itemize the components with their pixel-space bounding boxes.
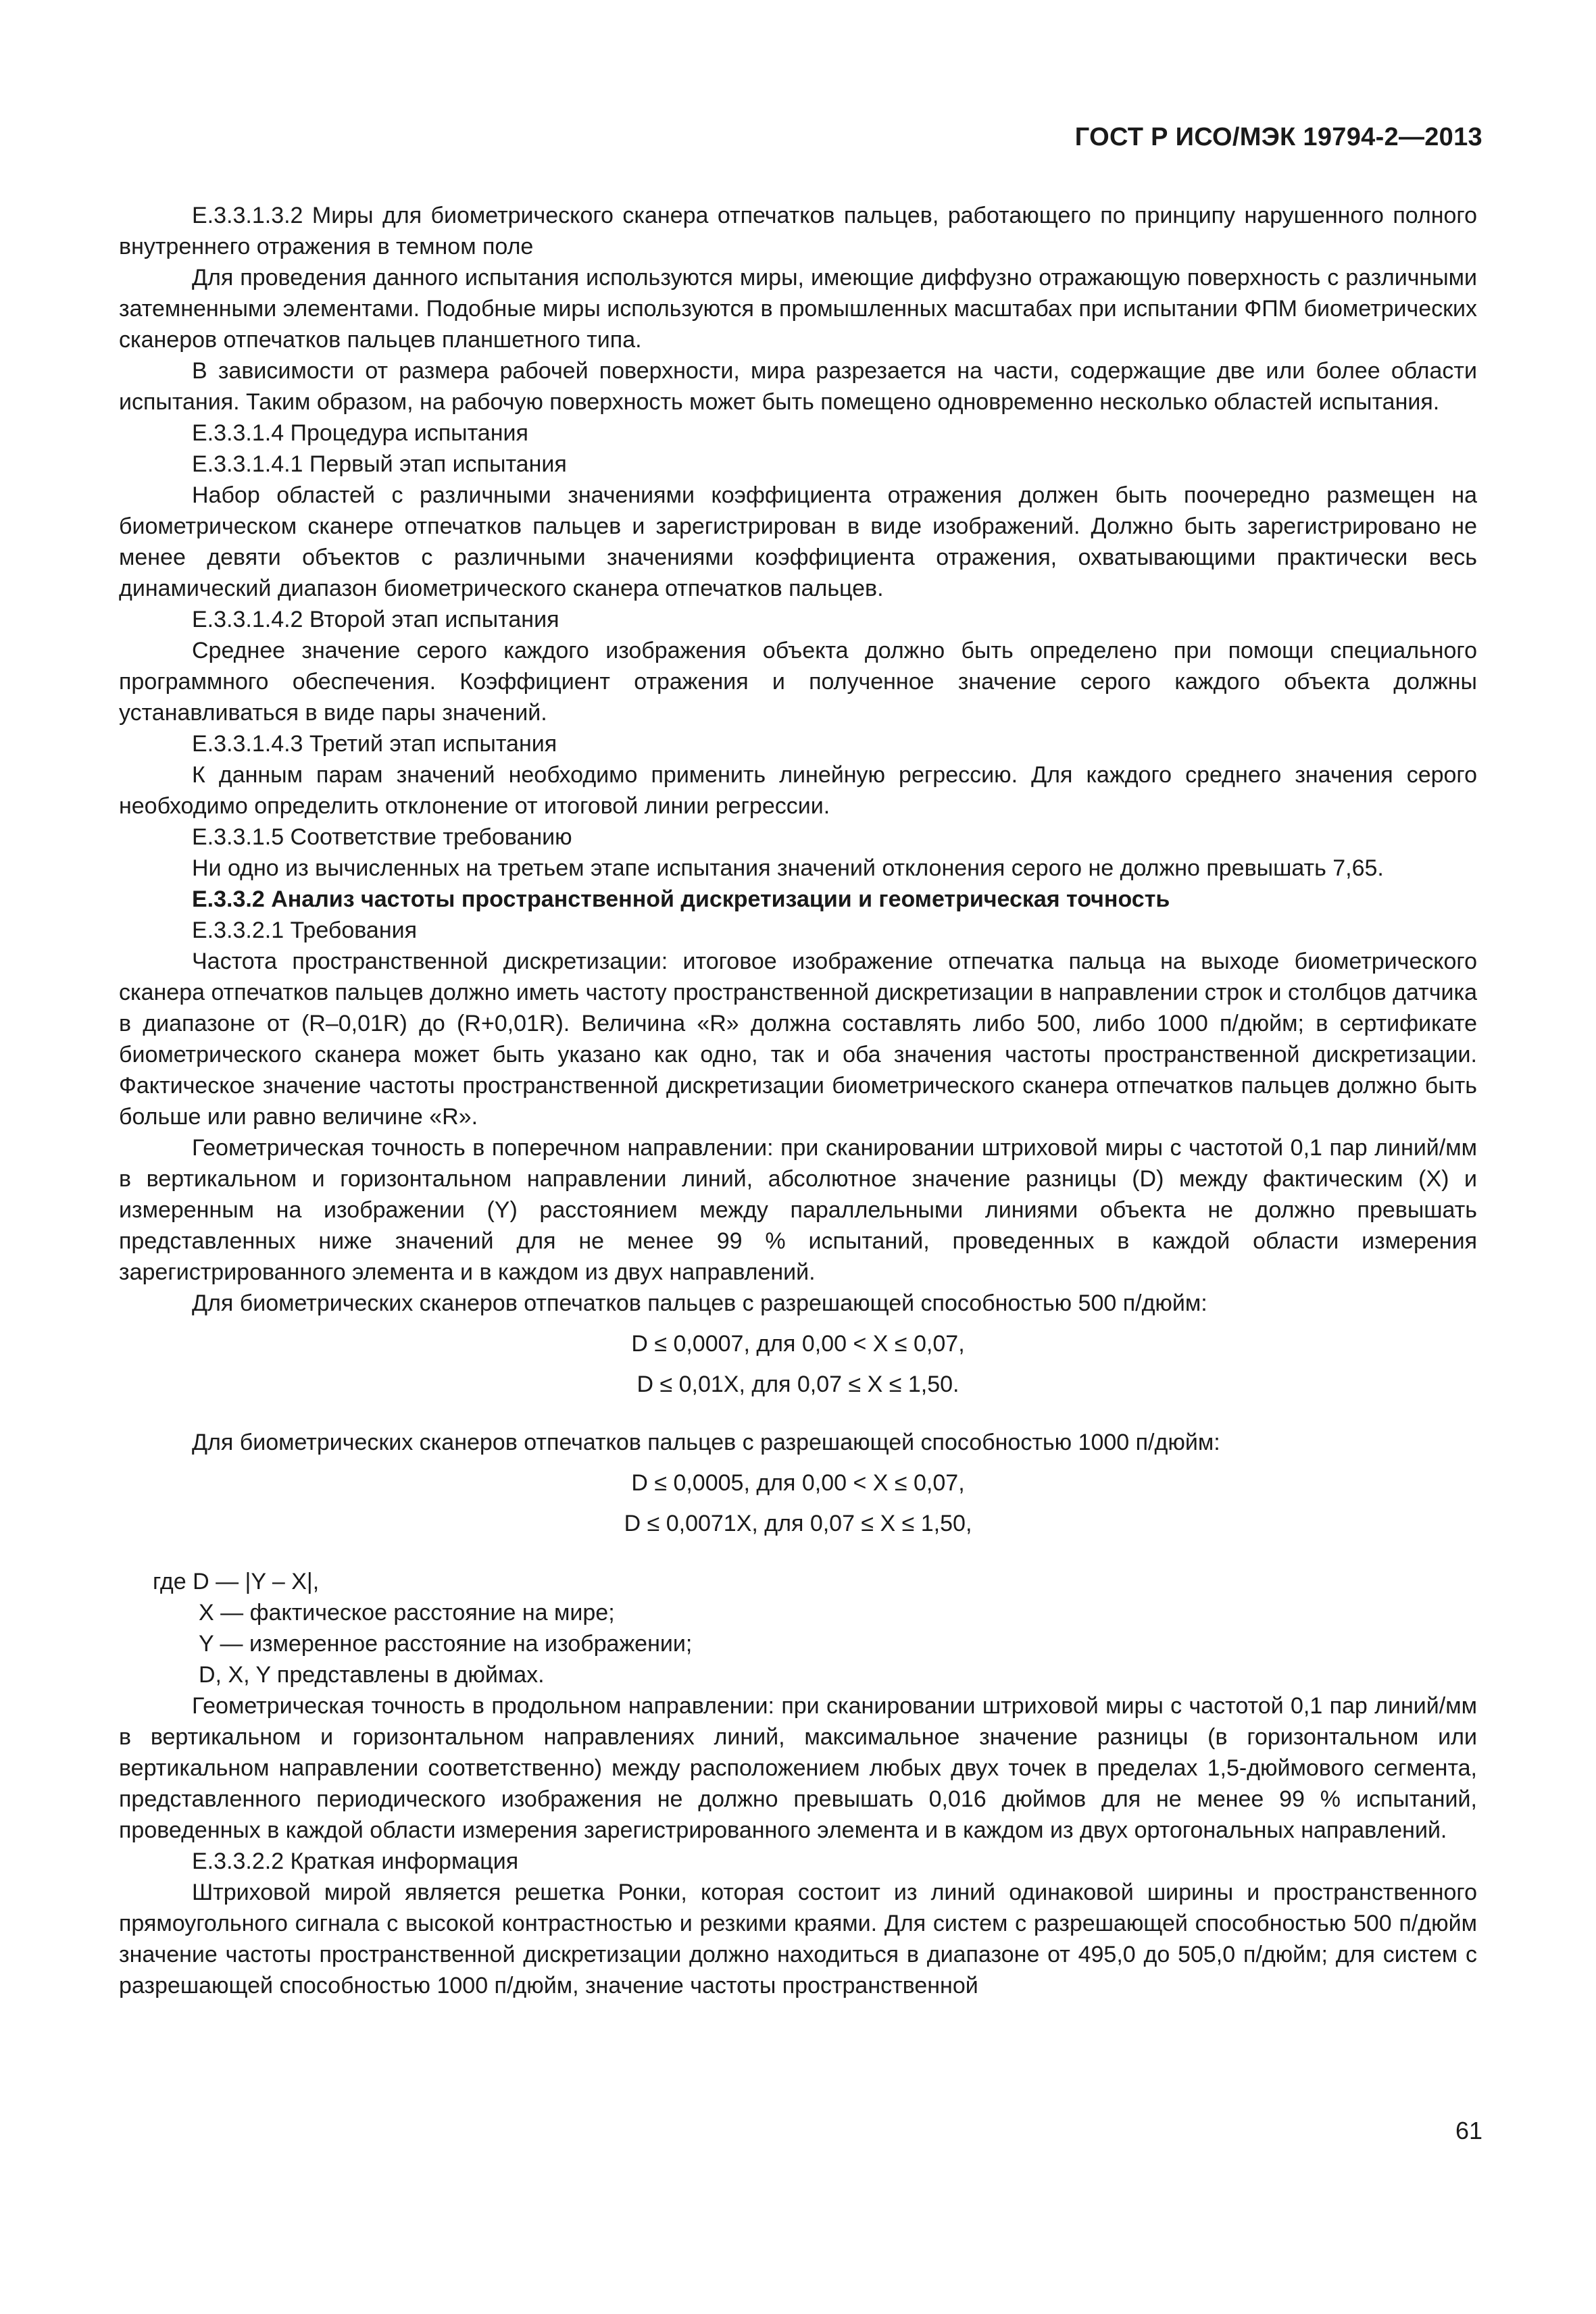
formula: D ≤ 0,01X, для 0,07 ≤ X ≤ 1,50. — [637, 1372, 959, 1397]
definition-item: Y — измеренное расстояние на изображении; — [199, 1631, 693, 1657]
paragraph-heading: Е.3.3.1.4.3 Третий этап испытания — [192, 731, 557, 757]
formula: D ≤ 0,0005, для 0,00 < X ≤ 0,07, — [631, 1470, 965, 1496]
definition-item: X — фактическое расстояние на мире; — [199, 1600, 615, 1626]
paragraph: К данным парам значений необходимо применить линейную регрессию. Для каждого среднего значения серого необходимо определить отклонение от итоговой линии регрессии. — [119, 762, 1477, 819]
paragraph: Для проведения данного испытания используются миры, имеющие диффузно отражающую поверхность с различными затемненными элементами. Подобные миры используются в промышленных масштабах при испытании ФПМ биометрических сканеров отпечатков пальцев планшетного типа. — [119, 265, 1477, 353]
paragraph: Ни одно из вычисленных на третьем этапе испытания значений отклонения серого не должно превышать 7,65. — [192, 855, 1384, 881]
definition-where: где D — |Y – X|, — [153, 1569, 320, 1594]
formula: D ≤ 0,0007, для 0,00 < X ≤ 0,07, — [631, 1331, 965, 1357]
document-header: ГОСТ Р ИСО/МЭК 19794-2—2013 — [1074, 123, 1482, 151]
document-body — [119, 200, 1477, 2001]
paragraph-heading: Е.3.3.1.4.1 Первый этап испытания — [192, 451, 567, 477]
paragraph: Геометрическая точность в поперечном направлении: при сканировании штриховой миры с частотой 0,1 пар линий/мм в вертикальном и горизонтальном направлении линий, абсолютное значение разницы (D) между фактическим (X) и измеренным на изображении (Y) расстоянием между параллельными линиями объекта не должно превышать представленных ниже значений для не менее 99 % испытаний, проведенных в каждой области измерения зарегистрированного элемента и в каждом из двух направлений. — [119, 1135, 1477, 1285]
paragraph: Среднее значение серого каждого изображения объекта должно быть определено при помощи специального программного обеспечения. Коэффициент отражения и полученное значение серого каждого объекта должны устанавливаться в виде пары значений. — [119, 638, 1477, 726]
paragraph-heading: Е.3.3.1.3.2 Миры для биометрического сканера отпечатков пальцев, работающего по принципу нарушенного полного внутреннего отражения в темном поле — [119, 203, 1477, 259]
formula: D ≤ 0,0071X, для 0,07 ≤ X ≤ 1,50, — [624, 1511, 972, 1536]
paragraph: Частота пространственной дискретизации: итоговое изображение отпечатка пальца на выходе биометрического сканера отпечатков пальцев должно иметь частоту пространственной дискретизации в направлении строк и столбцов датчика в диапазоне от (R–0,01R) до (R+0,01R). Величина «R» должна составлять либо 500, либо 1000 п/дюйм; в сертификате биометрического сканера может быть указано как одно, так и оба значения частоты пространственной дискретизации. Фактическое значение частоты пространственной дискретизации биометрического сканера отпечатков пальцев должно быть больше или равно величине «R». — [119, 949, 1477, 1130]
paragraph: Для биометрических сканеров отпечатков пальцев с разрешающей способностью 1000 п/дюйм: — [192, 1430, 1220, 1455]
page-number: 61 — [1455, 2117, 1482, 2144]
section-heading: Е.3.3.2 Анализ частоты пространственной дискретизации и геометрическая точность — [192, 886, 1170, 912]
paragraph-heading: Е.3.3.1.5 Соответствие требованию — [192, 824, 572, 850]
paragraph: В зависимости от размера рабочей поверхности, мира разрезается на части, содержащие две или более области испытания. Таким образом, на рабочую поверхность может быть помещено одновременно несколько областей испытания. — [119, 358, 1477, 415]
paragraph-heading: Е.3.3.1.4.2 Второй этап испытания — [192, 607, 559, 632]
paragraph-heading: Е.3.3.2.2 Краткая информация — [192, 1848, 519, 1874]
definition-item: D, X, Y представлены в дюймах. — [199, 1662, 545, 1688]
paragraph: Для биометрических сканеров отпечатков пальцев с разрешающей способностью 500 п/дюйм: — [192, 1290, 1207, 1316]
paragraph: Штриховой мирой является решетка Ронки, которая состоит из линий одинаковой ширины и пространственного прямоугольного сигнала с высокой контрастностью и резкими краями. Для систем с разрешающей способностью 500 п/дюйм значение частоты пространственной дискретизации должно находиться в диапазоне от 495,0 до 505,0 п/дюйм; для систем с разрешающей способностью 1000 п/дюйм, значение частоты пространственной — [119, 1880, 1477, 1998]
paragraph: Геометрическая точность в продольном направлении: при сканировании штриховой миры с частотой 0,1 пар линий/мм в вертикальном и горизонтальном направлениях линий, максимальное значение разницы (в горизонтальном или вертикальном направлении соответственно) между расположением любых двух точек в пределах 1,5-дюймового сегмента, представленного периодического изображения не должно превышать 0,016 дюймов для не менее 99 % испытаний, проведенных в каждой области измерения зарегистрированного элемента и в каждом из двух ортогональных направлений. — [119, 1693, 1477, 1843]
paragraph-heading: Е.3.3.2.1 Требования — [192, 917, 417, 943]
paragraph: Набор областей с различными значениями коэффициента отражения должен быть поочередно размещен на биометрическом сканере отпечатков пальцев и зарегистрирован в виде изображений. Должно быть зарегистрировано не менее девяти объектов с различными значениями коэффициента отражения, охватывающими практически весь динамический диапазон биометрического сканера отпечатков пальцев. — [119, 482, 1477, 601]
paragraph-heading: Е.3.3.1.4 Процедура испытания — [192, 420, 528, 446]
